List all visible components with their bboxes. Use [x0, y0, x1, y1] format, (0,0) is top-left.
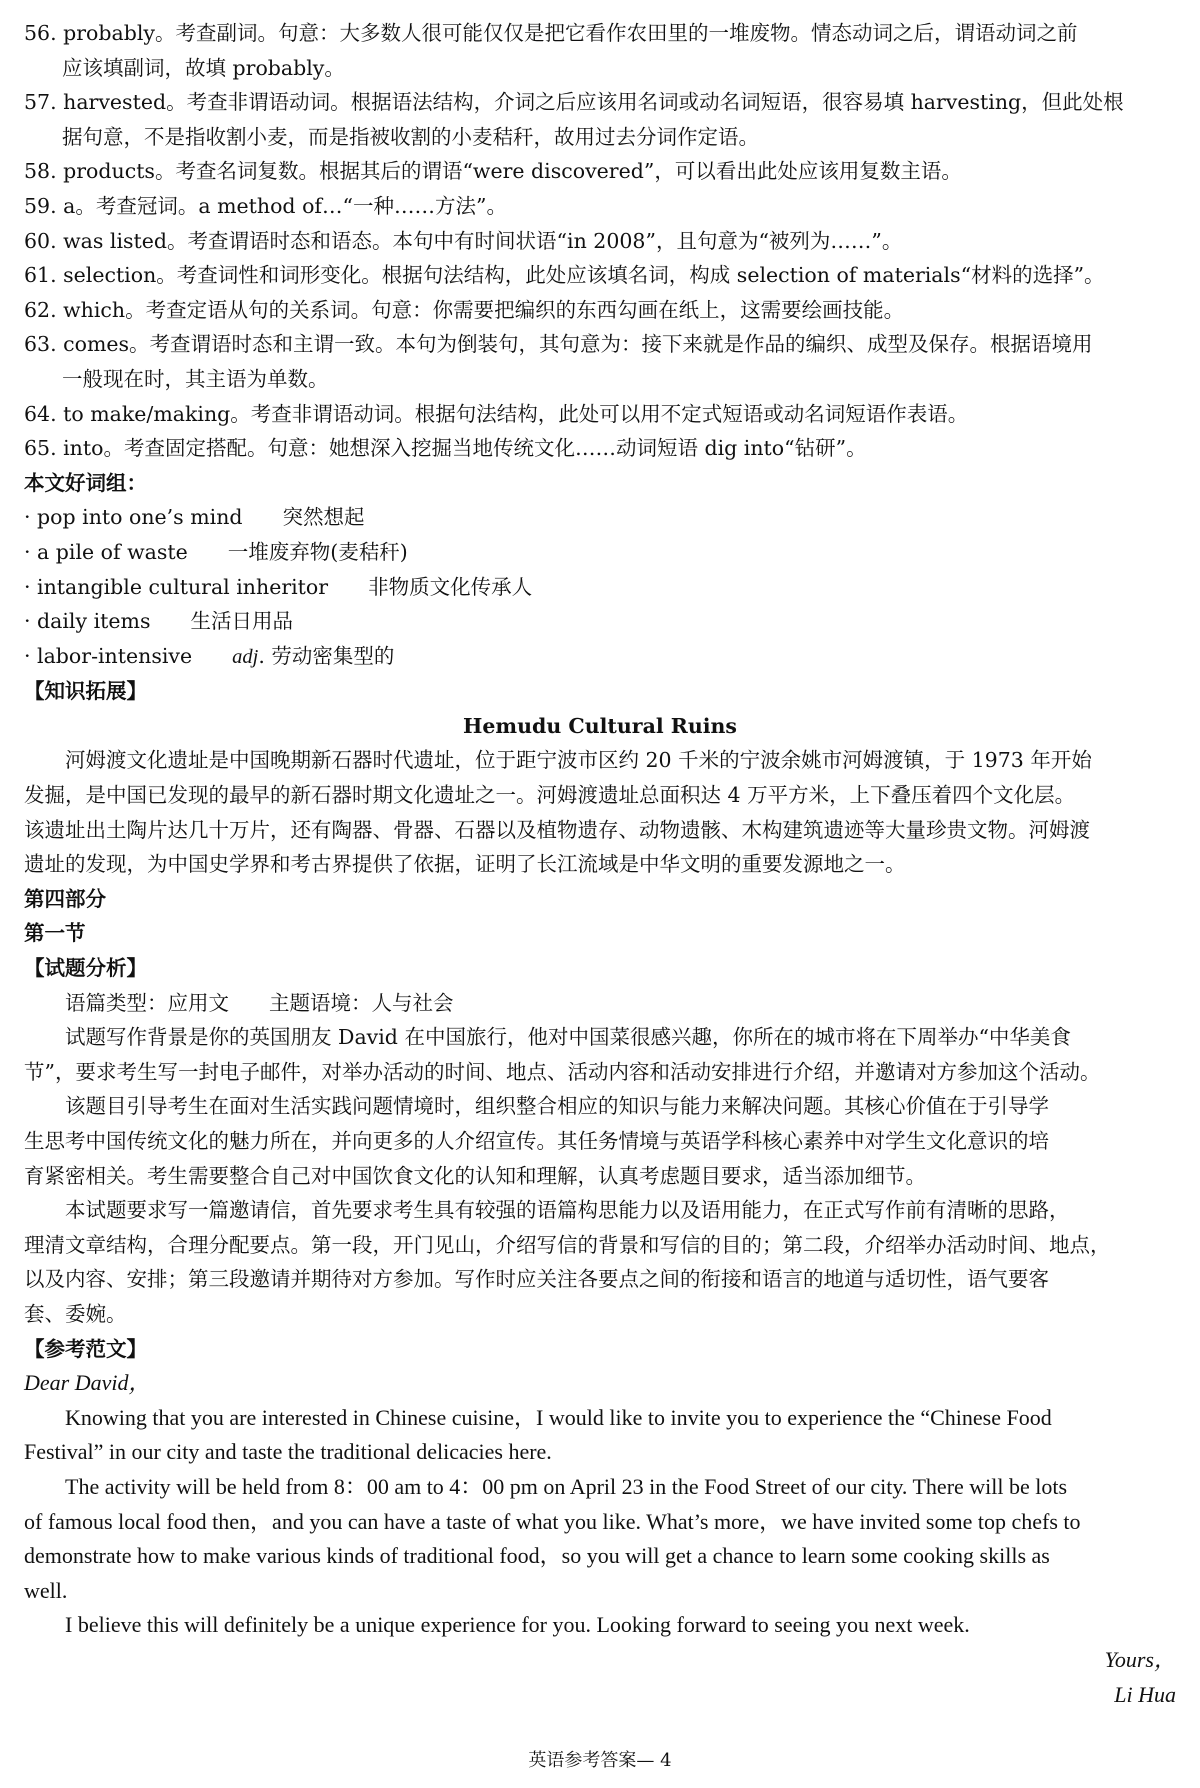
analysis-line: 试题写作背景是你的英国朋友 David 在中国旅行，他对中国菜很感兴趣，你所在的城市将在下周举办“中华美食: [65, 1025, 1071, 1050]
answer-58: 58. products。考查名词复数。根据其后的谓语“were discovered”，可以看出此处应该用复数主语。: [24, 159, 962, 184]
ruins-line: 河姆渡文化遗址是中国晚期新石器时代遗址，位于距宁波市区约 20 千米的宁波余姚市河姆渡镇，于 1973 年开始: [65, 748, 1092, 773]
answer-line-cont: 一般现在时，其主语为单数。: [62, 366, 329, 391]
answer-line-cont: 据句意，不是指收割小麦，而是指被收割的小麦秸秆，故用过去分词作定语。: [62, 124, 759, 149]
phrase-pos: adj: [232, 645, 259, 668]
phrases-heading: 本文好词组：: [24, 470, 147, 495]
phrase-zh: 非物质文化传承人: [368, 574, 533, 599]
ruins-line: 该遗址出土陶片达几十万片，还有陶器、骨器、石器以及植物遗存、动物遗骸、木构建筑遗迹等大量珍贵文物。河姆渡: [24, 817, 1090, 842]
analysis-line: 本试题要求写一篇邀请信，首先要求考生具有较强的语篇构思能力以及语用能力，在正式写作前有清晰的思路，: [65, 1198, 1070, 1223]
part-heading: 第四部分: [24, 886, 106, 911]
letter-line: demonstrate how to make various kinds of traditional food，so you will get a chance to learn some cooking skills as: [24, 1543, 1050, 1569]
page-footer: 英语参考答案— 4: [528, 1750, 672, 1771]
phrase-en: · labor-intensive: [24, 643, 193, 668]
knowledge-heading: 【知识拓展】: [24, 679, 147, 704]
answer-line-cont: 应该填副词，故填 probably。: [62, 55, 345, 80]
answer-page: [24, 16, 1176, 1712]
answer-65: 65. into。考查固定搭配。句意：她想深入挖掘当地传统文化……动词短语 dig into“钻研”。: [24, 436, 867, 461]
phrase-item: [24, 604, 1176, 639]
letter-line: of famous local food then，and you can have a taste of what you like. What’s more，we have invited some top chefs to: [24, 1508, 1081, 1534]
answer-line: 57. harvested。考查非谓语动词。根据语法结构，介词之后应该用名词或动名词短语，很容易填 harvesting，但此处根: [24, 90, 1124, 115]
answer-60: 60. was listed。考查谓语时态和语态。本句中有时间状语“in 2008”，且句意为“被列为……”。: [24, 228, 903, 253]
answer-63: [24, 327, 1176, 396]
analysis-line: 以及内容、安排；第三段邀请并期待对方参加。写作时应关注各要点之间的衔接和语言的地道与适切性，语气要客: [24, 1267, 1049, 1292]
phrase-en: · a pile of waste: [24, 539, 188, 564]
analysis-line: 该题目引导考生在面对生活实践问题情境时，组织整合相应的知识与能力来解决问题。其核心价值在于引导学: [65, 1094, 1049, 1119]
letter-closing: Yours，: [1104, 1646, 1176, 1672]
genre: 语篇类型：应用文: [65, 990, 229, 1015]
phrase-zh: 一堆废弃物(麦秸秆): [227, 539, 408, 564]
letter-signature: Li Hua: [1114, 1681, 1176, 1707]
letter-salutation: Dear David，: [24, 1370, 151, 1396]
phrase-zh: 生活日用品: [190, 609, 293, 634]
phrase-item: [24, 639, 1176, 675]
phrase-en: · intangible cultural inheritor: [24, 574, 329, 599]
answer-56: [24, 16, 1176, 85]
letter-line: well.: [24, 1577, 68, 1603]
ruins-line: 遗址的发现，为中国史学界和考古界提供了依据，证明了长江流域是中华文明的重要发源地之一。: [24, 852, 906, 877]
phrase-item: [24, 500, 1176, 535]
letter-line: Knowing that you are interested in Chinese cuisine，I would like to invite you to experience the “Chinese Food: [65, 1404, 1052, 1430]
answer-line: 63. comes。考查谓语时态和主谓一致。本句为倒装句，其句意为：接下来就是作品的编织、成型及保存。根据语境用: [24, 332, 1093, 357]
theme: 主题语境：人与社会: [269, 990, 454, 1015]
ruins-title: Hemudu Cultural Ruins: [463, 713, 737, 738]
analysis-heading: 【试题分析】: [24, 956, 147, 981]
analysis-line: 套、委婉。: [24, 1301, 127, 1326]
section-heading: 第一节: [24, 921, 86, 946]
phrase-zh: 突然想起: [282, 505, 365, 530]
letter-line: Festival” in our city and taste the traditional delicacies here.: [24, 1439, 552, 1465]
analysis-line: 生思考中国传统文化的魅力所在，并向更多的人介绍宣传。其任务情境与英语学科核心素养中对学生文化意识的培: [24, 1129, 1049, 1153]
phrase-en: · daily items: [24, 609, 151, 634]
sample-heading: 【参考范文】: [24, 1336, 147, 1361]
analysis-line: 理清文章结构，合理分配要点。第一段，开门见山，介绍写信的背景和写信的目的；第二段，介绍举办活动时间、地点，: [24, 1232, 1111, 1257]
phrase-item: [24, 535, 1176, 570]
phrase-zh: . 劳动密集型的: [258, 643, 395, 668]
phrase-item: [24, 570, 1176, 605]
answer-64: 64. to make/making。考查非谓语动词。根据句法结构，此处可以用不定式短语或动名词短语作表语。: [24, 401, 969, 426]
answer-line: 56. probably。考查副词。句意：大多数人很可能仅仅是把它看作农田里的一堆废物。情态动词之后，谓语动词之前: [24, 21, 1078, 45]
genre-theme: [24, 986, 1176, 1021]
phrase-en: · pop into one’s mind: [24, 505, 243, 530]
analysis-line: 育紧密相关。考生需要整合自己对中国饮食文化的认知和理解，认真考虑题目要求，适当添加细节。: [24, 1163, 926, 1188]
letter-line: I believe this will definitely be a unique experience for you. Looking forward to seeing you next week.: [65, 1612, 970, 1638]
answer-61: 61. selection。考查词性和词形变化。根据句法结构，此处应该填名词，构成 selection of materials“材料的选择”。: [24, 263, 1105, 288]
analysis-line: 节”，要求考生写一封电子邮件，对举办活动的时间、地点、活动内容和活动安排进行介绍，并邀请对方参加这个活动。: [24, 1059, 1101, 1084]
answer-57: [24, 85, 1176, 154]
ruins-line: 发掘，是中国已发现的最早的新石器时期文化遗址之一。河姆渡遗址总面积达 4 万平方米，上下叠压着四个文化层。: [24, 783, 1076, 808]
answer-59: 59. a。考查冠词。a method of…“一种……方法”。: [24, 193, 507, 218]
letter-line: The activity will be held from 8：00 am to 4：00 pm on April 23 in the Food Street of our city. There will be lots: [65, 1473, 1068, 1499]
answer-62: 62. which。考查定语从句的关系词。句意：你需要把编织的东西勾画在纸上，这需要绘画技能。: [24, 297, 905, 322]
